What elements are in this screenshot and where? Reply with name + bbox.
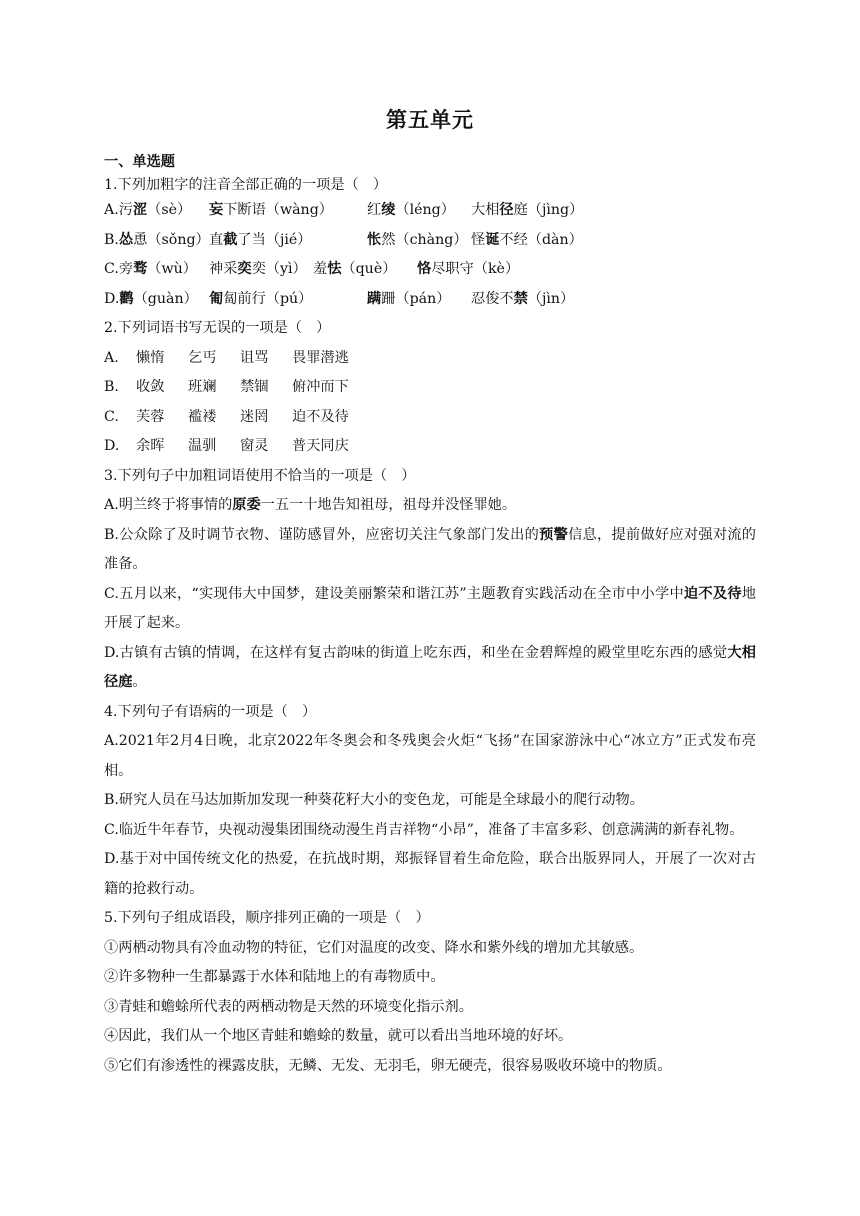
section-heading: 一、单选题	[104, 154, 175, 170]
question-2-stem: 2.下列词语书写无误的一项是（ ）	[104, 320, 331, 336]
question-3-stem: 3.下列句子中加粗词语使用不恰当的一项是（ ）	[104, 467, 416, 484]
question-2-option-a: A. 懒惰 乞丐 诅骂 畏罪潜逃	[104, 349, 349, 366]
question-4-option-c: C.临近牛年春节，央视动漫集团围绕动漫生肖吉祥物“小昂”，准备了丰富多彩、创意满满的新春礼物。	[104, 821, 744, 838]
question-5-sentence-1: ①两栖动物具有冷血动物的特征，它们对温度的改变、降水和紫外线的增加尤其敏感。	[104, 939, 644, 956]
question-5-sentence-3: ③青蛙和蟾蜍所代表的两栖动物是天然的环境变化指示剂。	[104, 998, 473, 1015]
question-5-stem: 5.下列句子组成语段，顺序排列正确的一项是（ ）	[104, 910, 430, 926]
question-5-sentence-2: ②许多物种一生都暴露于水体和陆地上的有毒物质中。	[104, 969, 445, 985]
question-3-option-b: B.公众除了及时调节衣物、谨防感冒外，应密切关注气象部门发出的预警信息，提前做好应对强对流的准备。	[104, 526, 756, 572]
question-2-option-b: B. 收敛 班斓 禁锢 俯冲而下	[104, 379, 349, 395]
question-3-option-a: A.明兰终于将事情的原委一五一十地告知祖母，祖母并没怪罪她。	[104, 497, 517, 513]
question-4-stem: 4.下列句子有语病的一项是（ ）	[104, 703, 317, 720]
question-1-option-b: B.怂恿（sǒng） 直截了当（jié） 怅然（chàng） 怪诞不经（dàn）	[104, 231, 583, 248]
question-4-option-d: D.基于对中国传统文化的热爱，在抗战时期，郑振铎冒着生命危险，联合出版界同人，开展了一次对古籍的抢救行动。	[104, 851, 756, 897]
question-1-option-a: A.污涩（sè） 妄下断语（wàng） 红绫（léng） 大相径庭（jìng）	[104, 202, 584, 218]
question-1-stem: 1.下列加粗字的注音全部正确的一项是（ ）	[104, 177, 388, 193]
question-3-option-d: D.古镇有古镇的情调，在这样有复古韵味的街道上吃东西，和坐在金碧辉煌的殿堂里吃东西的感觉大相径庭。	[104, 644, 756, 690]
question-4-option-b: B.研究人员在马达加斯加发现一种葵花籽大小的变色龙，可能是全球最小的爬行动物。	[104, 792, 644, 808]
document-body	[104, 150, 756, 1081]
question-5-sentence-4: ④因此，我们从一个地区青蛙和蟾蜍的数量，就可以看出当地环境的好坏。	[104, 1028, 573, 1044]
question-2-option-d: D. 余晖 温驯 窗灵 普天同庆	[104, 438, 349, 454]
question-1-option-d: D.鹳（guàn） 匍匐前行（pú） 蹒跚（pán） 忍俊不禁（jìn）	[104, 290, 575, 307]
question-3-option-c: C.五月以来，“实现伟大中国梦，建设美丽繁荣和谐江苏”主题教育实践活动在全市中小学中迫不及待地开展了起来。	[104, 585, 756, 631]
question-5-sentence-5: ⑤它们有渗透性的裸露皮肤，无鳞、无发、无羽毛，卵无硬壳，很容易吸收环境中的物质。	[104, 1057, 672, 1074]
question-1-option-c: C.旁骛（wù） 神采奕奕（yì） 羞怯（què） 恪尽职守（kè）	[104, 261, 520, 277]
page-title: 第五单元	[386, 107, 474, 132]
question-2-option-c: C. 芙蓉 褴褛 迷罔 迫不及待	[104, 408, 349, 425]
question-4-option-a: A.2021年2月4日晚，北京2022年冬奥会和冬残奥会火炬“飞扬”在国家游泳中心“冰立方”正式发布亮相。	[104, 733, 756, 779]
